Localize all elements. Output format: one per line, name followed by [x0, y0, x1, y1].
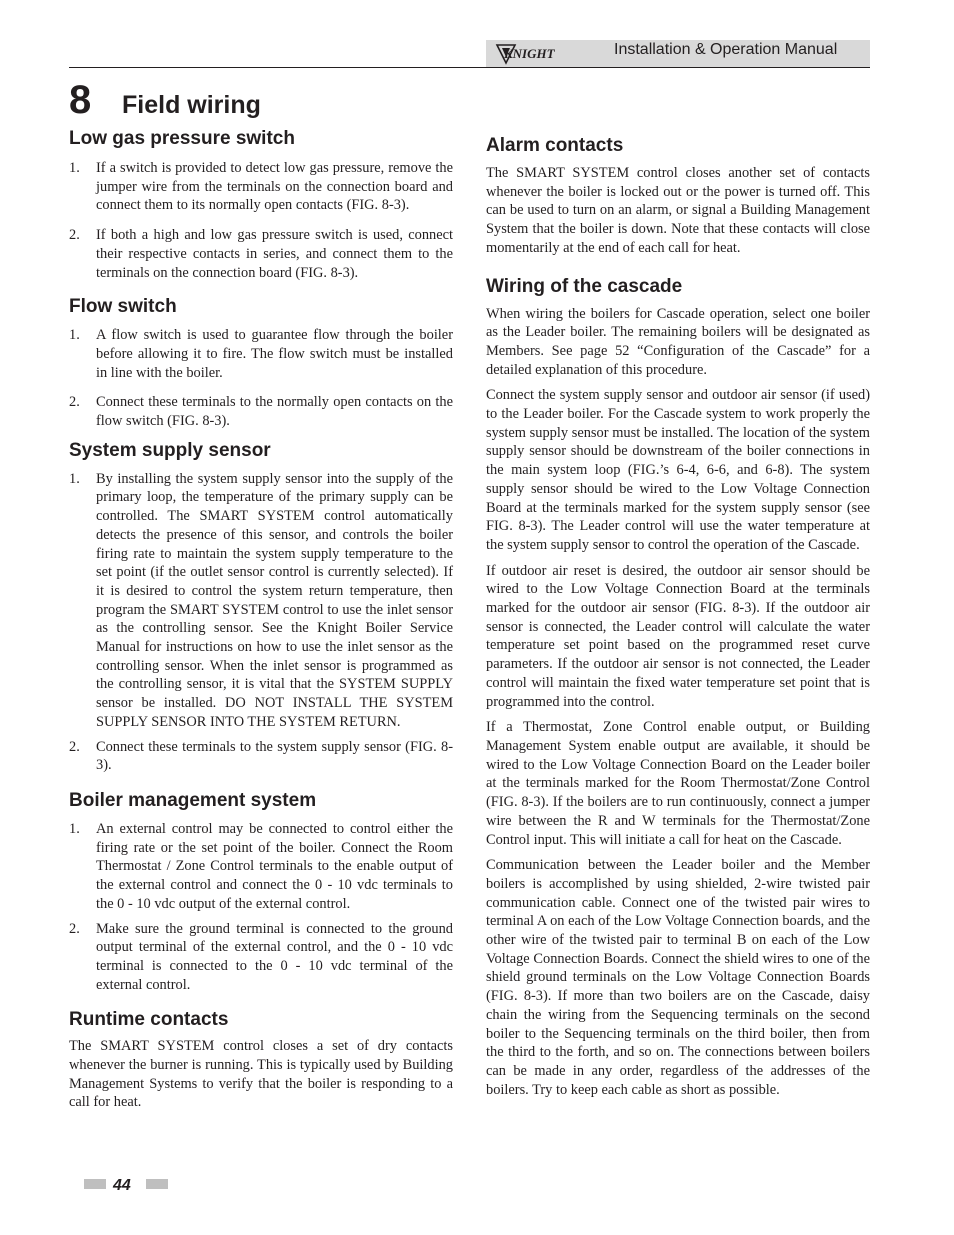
knight-logo: [493, 41, 573, 66]
left-column: [69, 126, 453, 1112]
svg-text:KNIGHT: KNIGHT: [504, 46, 555, 61]
list-item: 1. An external control may be connected to control either the firing rate or the set point of the boiler. Connect the Room Thermostat / Zone Control terminals to the enable output of the external control and connect the 0 - 10 vdc terminals to the 0 - 10 vdc output of the external control.: [69, 820, 453, 912]
cascade-paragraph: If outdoor air reset is desired, the outdoor air sensor should be wired to the Low Voltage Connection Board at the terminals marked for the outdoor air sensor (FIG. 8-3). If the outdoor air sensor is connected, the Leader control will calculate the water temperature set point based on the programmed reset curve parameters. If the outdoor air sensor is not connected, the Leader control will maintain the fixed water temperature set point that is programmed into the control.: [486, 562, 870, 710]
list-item: 2. Make sure the ground terminal is connected to the ground output terminal of the external control, and the 0 - 10 vdc terminal is connected to the 0 - 10 vdc terminal of the external control.: [69, 920, 453, 993]
footer-bar-left: [84, 1179, 106, 1189]
section-heading-system-supply: System supply sensor: [69, 439, 271, 461]
header-rule: [69, 67, 870, 68]
system-supply-list: [69, 470, 453, 775]
cascade-paragraph: Connect the system supply sensor and outdoor air sensor (if used) to the Leader boiler. For the Cascade system to work properly the system supply sensor must be installed. The location of the system supply sensor should be downstream of the boiler connections in the main system loop (FIG.’s 6-4, 6-6, and 6-8). The system supply sensor should be wired to the Low Voltage Connection Board at the terminals marked for the system supply sensor (see FIG. 8-3). The Leader control will use the water temperature at the system supply sensor to control the operation of the Cascade.: [486, 387, 870, 553]
runtime-contacts-paragraph: The SMART SYSTEM control closes a set of dry contacts whenever the burner is running. This is typically used by Building Management Systems to verify that the boiler is responding to a call for heat.: [69, 1038, 453, 1111]
list-item: 1. A flow switch is used to guarantee flow through the boiler before allowing it to fire. The flow switch must be installed in line with the boiler.: [69, 327, 453, 381]
boiler-management-list: [69, 820, 453, 994]
alarm-contacts-paragraph: The SMART SYSTEM control closes another set of contacts whenever the boiler is locked out or the power is turned off. This can be used to turn on an alarm, or signal a Building Management System that the boiler is down. Note that these contacts will close momentarily at the end of each call for heat.: [486, 165, 870, 256]
right-column: [486, 133, 870, 1099]
section-heading-low-gas: Low gas pressure switch: [69, 128, 295, 149]
low-gas-list: [69, 159, 453, 282]
section-heading-flow-switch: Flow switch: [69, 296, 177, 318]
list-item: 2. Connect these terminals to the system supply sensor (FIG. 8-3).: [69, 738, 453, 774]
list-item: 2. If both a high and low gas pressure switch is used, connect their respective contacts in series, and connect them to the terminals on the connection board (FIG. 8-3).: [69, 227, 453, 281]
chapter-title: Field wiring: [122, 91, 261, 119]
cascade-paragraph: Communication between the Leader boiler and the Member boilers is accomplished by using shielded, 2-wire twisted pair communication cable. Connect one of the twisted pair wires to terminal A on each of the Low Voltage Connection boards, and the other wire of the twisted pair to terminal B on each of the Low Voltage Connection Boards. Connect the shield wires to one of the shield ground terminals on the Low Voltage Connection Boards (FIG. 8-3). If more than two boilers are on the Cascade, daisy chain the wiring from the Sequencing terminals on the second boiler to the Sequencing terminals on the third boiler, then from the third to the forth, and so on. The connections between boilers can be made in any order, regardless of the addresses of the boilers. Try to keep each cable as short as possible.: [486, 857, 870, 1098]
section-heading-cascade: Wiring of the cascade: [486, 275, 683, 297]
page-number: 44: [113, 1177, 131, 1194]
cascade-paragraph: When wiring the boilers for Cascade operation, select one boiler as the Leader boiler. The remaining boilers will be designated as Members. See page 52 “Configuration of the Cascade” for a detailed explanation of this procedure.: [486, 305, 870, 378]
chapter-number: 8: [69, 78, 92, 122]
list-item: 2. Connect these terminals to the normally open contacts on the flow switch (FIG. 8-3).: [69, 394, 453, 430]
flow-switch-list: [69, 326, 453, 431]
list-item: 1. If a switch is provided to detect low gas pressure, remove the jumper wire from the terminals on the connection board and connect them to its normally open contacts (FIG. 8-3).: [69, 160, 453, 214]
footer-bar-right: [146, 1179, 168, 1189]
cascade-paragraph: If a Thermostat, Zone Control enable output, or Building Management System enable output are available, it should be wired to the Low Voltage Connection Board on the Leader boiler at the terminals marked for the Room Thermostat/Zone Control (FIG. 8-3). If the boilers are to run continuously, connect a jumper wire between the R and W terminals for the Thermostat/Zone Control input. This will initiate a call for heat on the Cascade.: [486, 719, 870, 848]
list-item: 1. By installing the system supply sensor into the supply of the primary loop, the temperature of the primary supply can be controlled. The SMART SYSTEM control automatically detects the presence of this sensor, and controls the boiler firing rate to maintain the system supply temperature to the set point (if the outlet sensor control is currently selected). If it is desired to control the system return temperature, then program the SMART SYSTEM control to use the inlet sensor as the controlling sensor. See the Knight Boiler Service Manual for instructions on how to use the inlet sensor as the controlling sensor. When the inlet sensor is programmed as the controlling sensor, it is vital that the SYSTEM SUPPLY sensor be installed. DO NOT INSTALL THE SYSTEM SUPPLY SENSOR INTO THE SYSTEM RETURN.: [69, 470, 453, 730]
section-heading-runtime-contacts: Runtime contacts: [69, 1009, 229, 1031]
section-heading-boiler-management: Boiler management system: [69, 789, 317, 811]
manual-title: Installation & Operation Manual: [614, 41, 838, 58]
section-heading-alarm-contacts: Alarm contacts: [486, 135, 624, 156]
